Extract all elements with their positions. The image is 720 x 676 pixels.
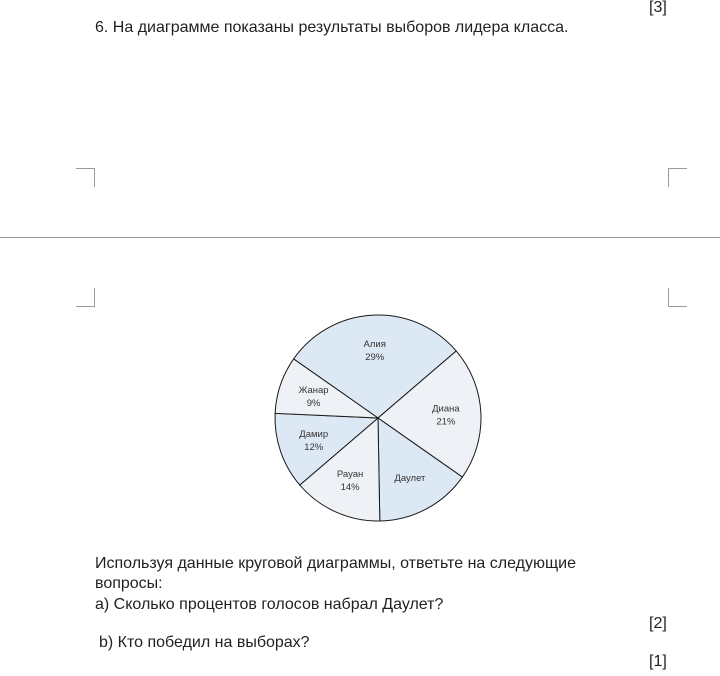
crop-mark-top-right [668, 168, 687, 187]
pie-label-name-6: Жанар [298, 385, 329, 397]
question-b: b) Кто победил на выборах? [99, 634, 310, 651]
pie-label-name-1: Алия [363, 339, 386, 351]
pie-chart [270, 310, 486, 526]
pie-label-value-2: 21% [436, 416, 456, 428]
pie-label-value-1: 29% [365, 352, 385, 364]
pie-label-value-6: 9% [306, 398, 321, 410]
question-a: a) Сколько процентов голосов набрал Даулет? [95, 596, 444, 613]
mark-a: [2] [649, 615, 667, 632]
instruction-line-2: вопросы: [95, 575, 163, 592]
crop-mark-bottom-right [668, 288, 687, 307]
pie-label-value-5: 12% [304, 442, 324, 454]
page-divider [0, 237, 720, 238]
mark-b: [1] [649, 653, 667, 670]
pie-label-name-3: Даулет [394, 473, 426, 484]
instruction-line-1: Используя данные круговой диаграммы, ответьте на следующие [95, 555, 576, 572]
crop-mark-top-left [76, 168, 95, 187]
question-title: 6. На диаграмме показаны результаты выборов лидера класса. [95, 19, 569, 36]
crop-mark-bottom-left [76, 288, 95, 307]
pie-label-name-2: Диана [432, 403, 460, 415]
pie-label-name-5: Дамир [299, 429, 329, 441]
pie-label-value-4: 14% [340, 482, 360, 493]
mark-top: [3] [649, 0, 667, 16]
pie-label-name-4: Рауан [336, 469, 364, 480]
